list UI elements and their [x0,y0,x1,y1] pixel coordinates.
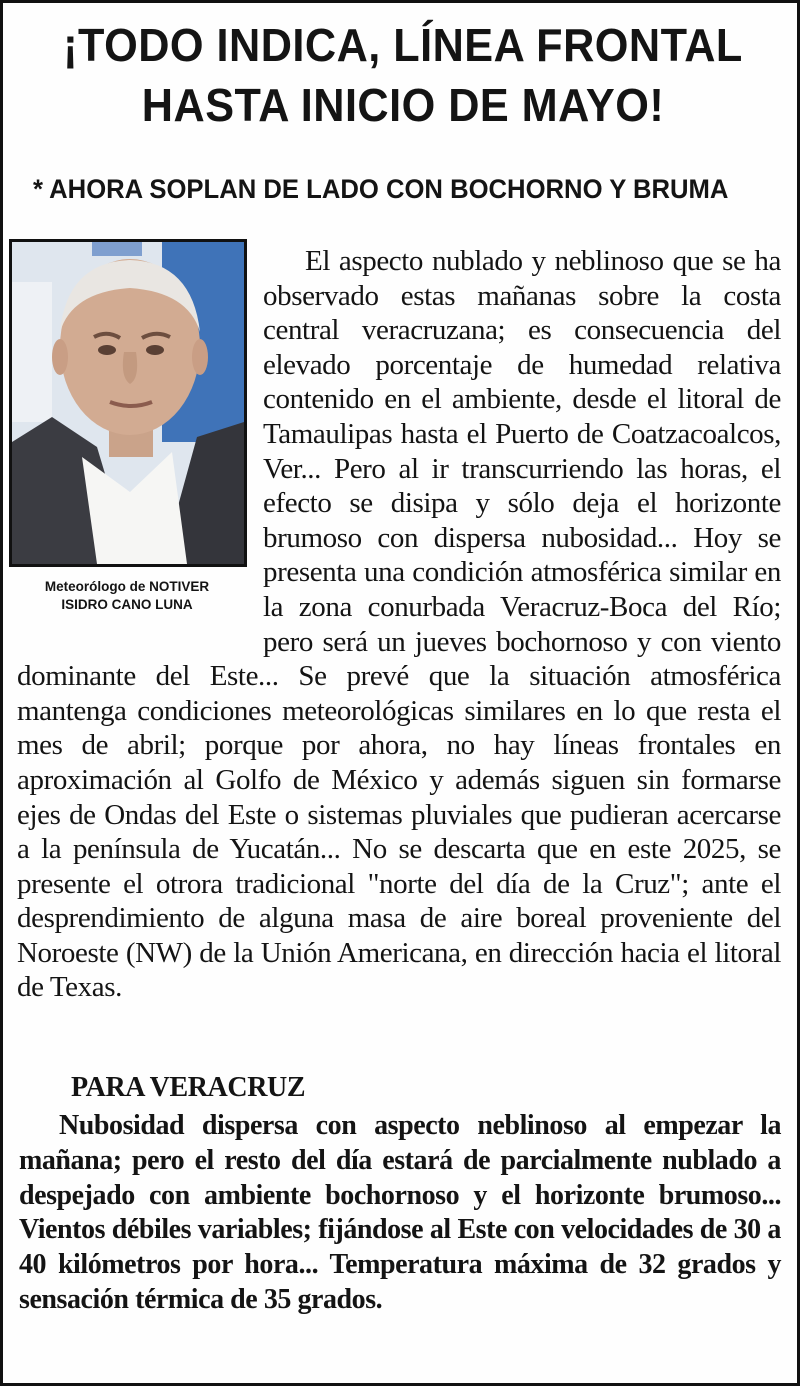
subheadline: * AHORA SOPLAN DE LADO CON BOCHORNO Y BRUMA [33,174,729,204]
headline-line-2: HASTA INICIO DE MAYO! [141,79,665,131]
headline-line-1: ¡TODO INDICA, LÍNEA FRONTAL [63,19,743,71]
forecast-paragraph: Nubosidad dispersa con aspecto neblinoso al empezar la mañana; pero el resto del día estará de parcialmente nublado a despejado con ambiente bochornoso y el horizonte brumoso... Vientos débiles variables; fijándose al Este con velocidades de 30 a 40 kilómetros por hora... Temperatura máxima de 32 grados y sensación térmica de 35 grados. [19,1110,781,1315]
section-title: PARA VERACRUZ [71,1072,306,1103]
caption-line-1: Meteorólogo de NOTIVER [44,579,210,594]
headline [27,15,779,135]
caption-line-2: ISIDRO CANO LUNA [61,597,193,612]
article-paragraph: El aspecto nublado y neblinoso que se ha observado estas mañanas sobre la costa central veracruzana; es consecuencia del elevado porcentaje de humedad relativa contenido en el ambiente, desde el litoral de Tamaulipas hasta el Puerto de Coatzacoalcos, Ver... Pero al ir transcurriendo las horas, el efecto se disipa y sólo deja el horizonte brumoso con dispersa nubosidad... Hoy se presenta una condición atmosférica similar en la zona conurbada Veracruz-Boca del Río; pero será un jueves bochornoso y con viento dominante del Este... Se prevé que la situación atmosférica mantenga condiciones meteorológicas similares en lo que resta el mes de abril; porque por ahora, no hay líneas frontales en aproximación al Golfo de México y además siguen sin formarse ejes de Ondas del Este o sistemas pluviales que pudieran acercarse a la península de Yucatán... No se descarta que en este 2025, se presente el otrora tradicional "norte del día de la Cruz"; ante el desprendimiento de alguna masa de aire boreal proveniente del Noroeste (NW) de la Unión Americana, en dirección hacia el litoral de Texas. [17,245,781,1004]
photo-caption [17,578,237,614]
author-photo [9,239,247,567]
